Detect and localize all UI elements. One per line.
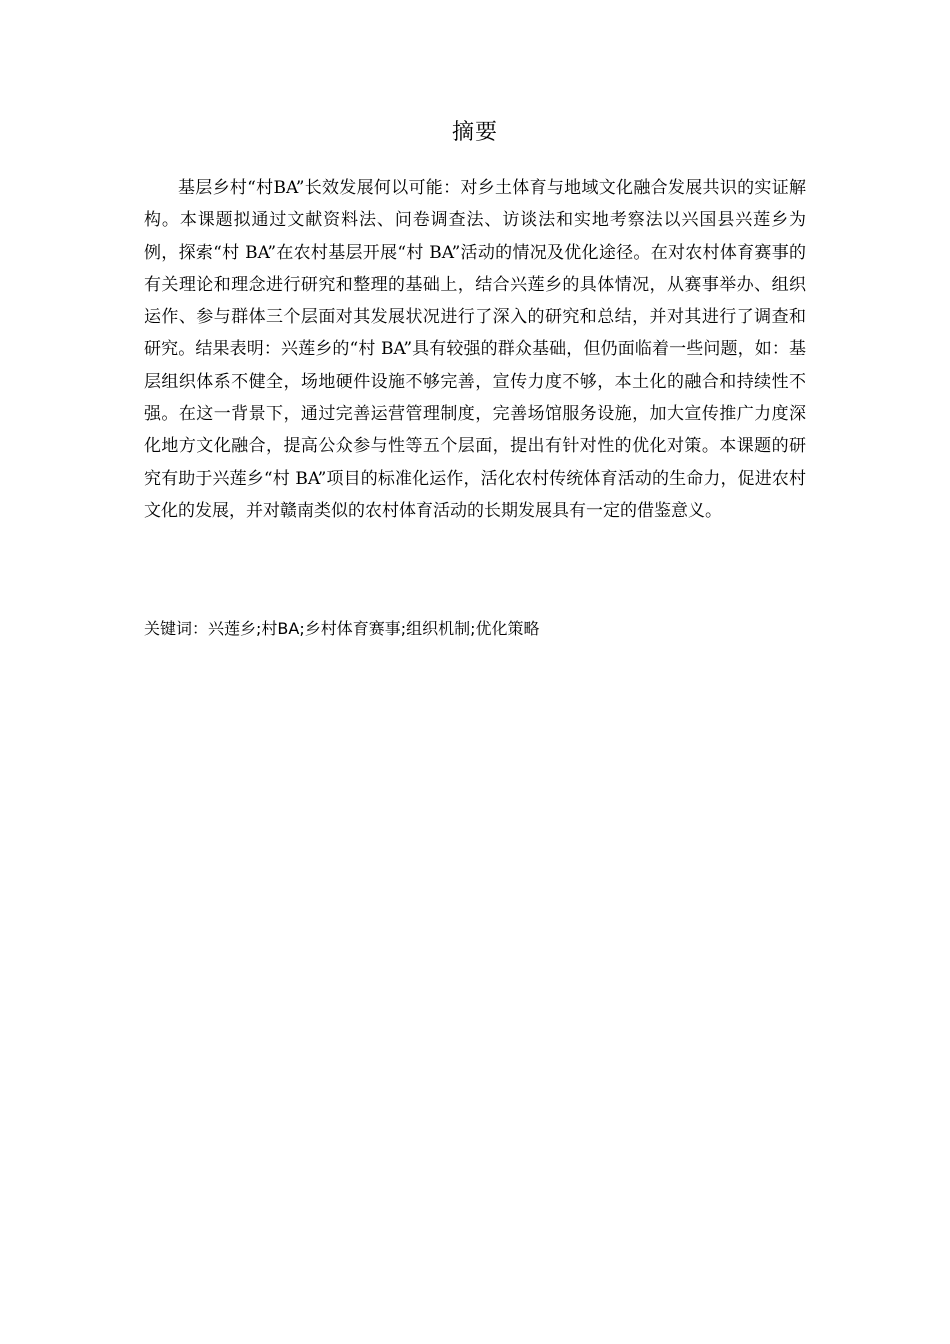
keywords-line xyxy=(144,614,806,644)
keywords-text: 兴莲乡;村BA;乡村体育赛事;组织机制;优化策略 xyxy=(208,619,540,638)
keywords-label: 关键词： xyxy=(144,619,209,638)
abstract-body: 基层乡村“村BA”长效发展何以可能：对乡土体育与地域文化融合发展共识的实证解构。本课题拟通过文献资料法、问卷调查法、访谈法和实地考察法以兴国县兴莲乡为例，探索“村 BA”在农村基层开展“村 BA”活动的情况及优化途径。在对农村体育赛事的有关理论和理念进行研究和整理的基础上，结合兴莲乡的具体情况，从赛事举办、组织运作、参与群体三个层面对其发展状况进行了深入的研究和总结，并对其进行了调查和研究。结果表明：兴莲乡的“村 BA”具有较强的群众基础，但仍面临着一些问题，如：基层组织体系不健全，场地硬件设施不够完善，宣传力度不够，本土化的融合和持续性不强。在这一背景下，通过完善运营管理制度，完善场馆服务设施，加大宣传推广力度深化地方文化融合，提高公众参与性等五个层面，提出有针对性的优化对策。本课题的研究有助于兴莲乡“村 BA”项目的标准化运作，活化农村传统体育活动的生命力，促进农村文化的发展，并对赣南类似的农村体育活动的长期发展具有一定的借鉴意义。 xyxy=(144,178,806,521)
abstract-title: 摘要 xyxy=(451,120,498,145)
